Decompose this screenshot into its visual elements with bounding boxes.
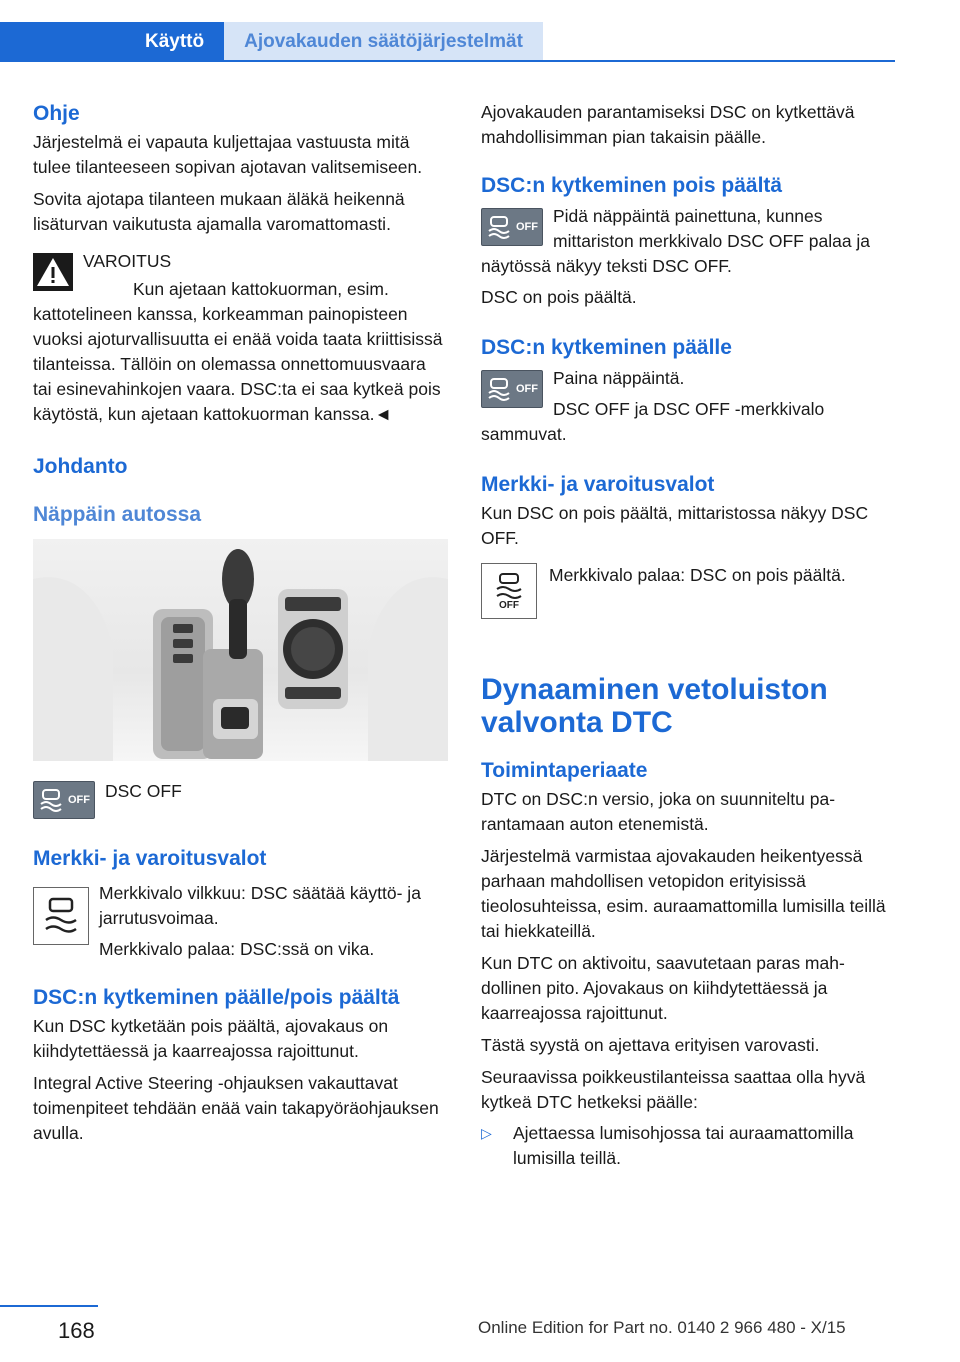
triangle-bullet-icon: ▷	[481, 1125, 492, 1141]
warning-label: VAROITUS	[83, 251, 172, 271]
switch-title: DSC:n kytkeminen päälle/pois päältä	[33, 986, 400, 1009]
dsc-off-caption: DSC OFF	[105, 781, 182, 801]
dsc-off-lamp-icon	[481, 563, 537, 619]
left-lamps-title: Merkki- ja varoitusvalot	[33, 847, 267, 870]
warning-text: Kun ajetaan kattokuorman, esim. kattotelineen kanssa, korkeamman painopisteen vuoksi ajoturvallisuutta ei enää voida taata kriittisissä tilanteissa. Tällöin on olemassa onnettomuusvaara tai esinevahinkojen vaara. DSC:ta ei saa kytkeä pois käytöstä, kun ajetaan kattokuorman kanssa.◄	[33, 279, 443, 424]
skidding-car-icon	[486, 214, 512, 240]
dsc-off-button-icon-3	[481, 370, 543, 408]
dtc-paragraph-5: Seuraavissa poikkeustilanteissa saattaa olla hyvä kytkeä DTC hetkeksi päälle:	[481, 1067, 866, 1112]
off-row	[481, 204, 896, 279]
center-console-illustration	[33, 539, 448, 761]
center-console-photo	[33, 539, 448, 761]
on-text-1: Paina näppäintä.	[553, 368, 685, 388]
on-title: DSC:n kytkeminen päälle	[481, 336, 732, 359]
header-section: Käyttö	[0, 22, 224, 62]
left-lamp-row	[33, 881, 448, 962]
lamp-on-text: Merkkivalo palaa: DSC:ssä on vika.	[99, 939, 375, 959]
left-column	[33, 100, 448, 1146]
dsc-off-button-row	[33, 777, 448, 819]
dtc-paragraph-4: Tästä syystä on ajettava erityisen varovasti.	[481, 1035, 820, 1055]
dsc-off-icon-text: OFF	[68, 794, 90, 806]
dtc-title: Dynaaminen vetoluiston valvonta DTC	[481, 673, 828, 739]
switch-paragraph-2: Integral Active Steering -ohjauksen vakauttavat toimenpiteet tehdään enää vain takapyöräohjauksen avulla.	[33, 1073, 439, 1143]
dsc-off-icon-text: OFF	[516, 383, 538, 395]
note-paragraph-2: Sovita ajotapa tilanteen mukaan äläkä heikennä lisäturvan vaikutusta ajamalla varomattomasti.	[33, 189, 405, 234]
off-title: DSC:n kytkeminen pois päältä	[481, 174, 783, 197]
skidding-car-icon	[486, 376, 512, 402]
on-row	[481, 366, 896, 447]
note-paragraph-1: Järjestelmä ei vapauta kuljettajaa vastuusta mitä tulee tilanteeseen sopivan ajotavan valitsemiseen.	[33, 132, 423, 177]
right-column	[481, 100, 896, 1171]
button-title: Näppäin autossa	[33, 503, 202, 526]
list-item	[481, 1121, 896, 1171]
dsc-off-button-icon	[33, 781, 95, 819]
dtc-paragraph-1: DTC on DSC:n versio, joka on suunniteltu parantamaan auton etenemistä.	[481, 789, 836, 834]
footer-edition: Online Edition for Part no. 0140 2 966 480 - X/15	[478, 1318, 846, 1337]
right-lamp-on-text: Merkkivalo palaa: DSC on pois päältä.	[549, 565, 846, 585]
off-text: Pidä näppäintä painettuna, kunnes mittariston merkkivalo DSC OFF palaa ja näytössä näkyy teksti DSC OFF.	[481, 206, 871, 276]
dsc-off-button-icon-2	[481, 208, 543, 246]
dsc-lamp-icon	[33, 887, 89, 945]
dtc-paragraph-2: Järjestelmä varmistaa ajovakauden heikentyessä parhaan mahdollisen vetopidon erityisissä tieolosuhteissa, esim. auraamattomilla lumisilla teillä tai hiekkateillä.	[481, 846, 886, 941]
page-header	[0, 22, 895, 62]
dtc-bullet-list	[481, 1121, 896, 1171]
dsc-off-icon-text: OFF	[516, 221, 538, 233]
right-top-paragraph: Ajovakauden parantamiseksi DSC on kytkettävä mahdollisimman pian takaisin päälle.	[481, 102, 855, 147]
header-chapter: Ajovakauden säätöjärjestelmät	[224, 22, 543, 62]
intro-title: Johdanto	[33, 455, 128, 478]
footer-rule	[0, 1305, 98, 1307]
dtc-paragraph-3: Kun DTC on aktivoitu, saavutetaan paras mahdollinen pito. Ajovakaus on kiihdytettäessä ja kaarreajossa rajoittunut.	[481, 953, 845, 1023]
lamp-blink-text: Merkkivalo vilkkuu: DSC säätää käyttö- ja jarrutusvoimaa.	[99, 883, 421, 928]
skidding-car-lamp-icon	[494, 572, 524, 600]
right-lamp-row	[481, 563, 896, 619]
off-state: DSC on pois päältä.	[481, 287, 637, 307]
list-item-text: Ajettaessa lumisohjossa tai auraamattomilla lumisilla teillä.	[513, 1123, 854, 1168]
warning-triangle-icon	[33, 253, 73, 291]
skidding-car-lamp-icon	[43, 896, 79, 936]
right-lamps-title: Merkki- ja varoitusvalot	[481, 473, 715, 496]
note-title: Ohje	[33, 102, 80, 125]
skidding-car-icon	[38, 787, 64, 813]
on-text-2: DSC OFF ja DSC OFF -merkkivalo sammuvat.	[481, 399, 825, 444]
warning-block	[33, 249, 448, 427]
lamp-off-text: OFF	[499, 599, 519, 611]
page-number: 168	[58, 1318, 95, 1343]
right-lamps-text: Kun DSC on pois päältä, mittaristossa näkyy DSC OFF.	[481, 503, 869, 548]
switch-paragraph-1: Kun DSC kytketään pois päältä, ajovakaus on kiihdytettäessä ja kaarreajossa rajoittunut.	[33, 1016, 389, 1061]
principle-title: Toimintaperiaate	[481, 759, 648, 782]
header-rule	[0, 60, 895, 62]
